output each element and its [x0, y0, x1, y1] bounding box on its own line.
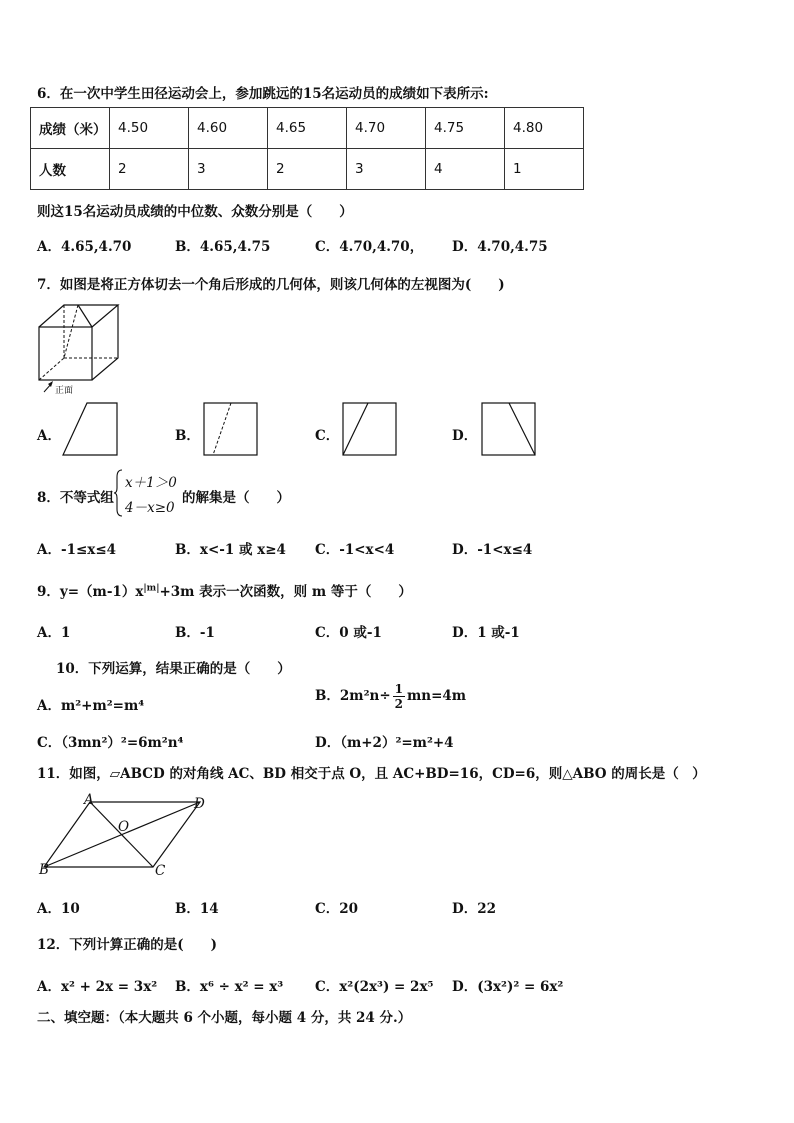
q12-stem: 12．下列计算正确的是( ) [37, 937, 218, 953]
q6-option-d[interactable]: D．4.70,4.75 [452, 239, 548, 255]
q10-option-d[interactable]: D．（m+2）²=m²+4 [315, 735, 454, 751]
q10-option-c[interactable]: C．（3mn²）²=6m²n⁴ [37, 735, 184, 751]
q7-option-b[interactable]: B． [175, 428, 200, 444]
table-header-score: 成绩（米） [31, 108, 110, 149]
table-cell: 4.70 [347, 108, 426, 149]
parallelogram-figure [38, 790, 218, 880]
q7-option-c[interactable]: C． [315, 428, 340, 444]
point-label-d: D [194, 796, 205, 812]
brace-icon [113, 469, 123, 517]
table-cell: 3 [347, 149, 426, 190]
point-label-a: A [84, 792, 94, 808]
table-cell: 4 [426, 149, 505, 190]
q9-option-c[interactable]: C．0 或-1 [315, 625, 382, 641]
table-cell: 4.50 [110, 108, 189, 149]
q8-inequality-1: x＋1＞0 [125, 475, 177, 491]
fraction [393, 682, 405, 711]
q11-option-c[interactable]: C．20 [315, 901, 359, 917]
q11-stem: 11．如图，▱ABCD 的对角线 AC、BD 相交于点 O，且 AC+BD=16，CD=6，则△ABO 的周长是（ ） [37, 766, 706, 782]
table-cell: 4.80 [505, 108, 584, 149]
q7-option-b-figure [203, 402, 259, 456]
q11-option-b[interactable]: B．14 [175, 901, 219, 917]
q6-option-b[interactable]: B．4.65,4.75 [175, 239, 271, 255]
table-cell: 2 [110, 149, 189, 190]
q7-option-a[interactable]: A． [37, 428, 61, 444]
point-label-c: C [155, 863, 166, 879]
q6-stem: 6．在一次中学生田径运动会上，参加跳远的15名运动员的成绩如下表所示: [37, 86, 489, 102]
q11-option-a[interactable]: A．10 [37, 901, 80, 917]
q9-stem-a: 9．y=（m-1）x [37, 584, 144, 600]
q8-option-d[interactable]: D．-1<x≤4 [452, 542, 533, 558]
q8-option-c[interactable]: C．-1<x<4 [315, 542, 395, 558]
table-cell: 2 [268, 149, 347, 190]
q8-option-a[interactable]: A．-1≤x≤4 [37, 542, 117, 558]
point-label-b: B [39, 862, 49, 878]
q9-option-a[interactable]: A．1 [37, 625, 71, 641]
q7-option-d[interactable]: D． [452, 428, 478, 444]
table-cell: 4.60 [189, 108, 268, 149]
cut-cube-figure [34, 300, 134, 398]
q12-option-b[interactable]: B．x⁶ ÷ x² = x³ [175, 979, 284, 995]
q8-inequality-2: 4－x≥0 [125, 500, 175, 516]
fraction-numerator: 1 [394, 682, 403, 696]
q7-option-c-figure [342, 402, 398, 456]
table-header-count: 人数 [31, 149, 110, 190]
q7-option-a-figure [62, 402, 118, 456]
score-table [30, 107, 584, 190]
fraction-denominator: 2 [394, 697, 403, 711]
q8-stem-suffix: 的解集是（ ） [182, 490, 290, 506]
q10-option-b-pre: B．2m²n÷ [315, 688, 391, 704]
q11-option-d[interactable]: D．22 [452, 901, 496, 917]
q7-stem: 7．如图是将正方体切去一个角后形成的几何体，则该几何体的左视图为( ) [37, 277, 505, 293]
q6-question: 则这15名运动员成绩的中位数、众数分别是（ ） [37, 204, 353, 220]
q9-option-d[interactable]: D．1 或-1 [452, 625, 520, 641]
table-cell: 4.65 [268, 108, 347, 149]
q6-option-a[interactable]: A．4.65,4.70 [37, 239, 132, 255]
q8-stem-prefix: 8．不等式组 [37, 490, 114, 506]
q12-option-a[interactable]: A．x² + 2x = 3x² [37, 979, 158, 995]
q12-option-d[interactable]: D．(3x²)² = 6x² [452, 979, 564, 995]
q7-option-d-figure [481, 402, 537, 456]
q10-option-b[interactable] [315, 682, 466, 711]
q12-option-c[interactable]: C．x²(2x³) = 2x⁵ [315, 979, 434, 995]
q9-exponent: |m| [143, 583, 160, 594]
q9-stem-b: +3m 表示一次函数，则 m 等于（ ） [159, 584, 412, 600]
q10-option-a[interactable]: A．m²+m²=m⁴ [37, 698, 145, 714]
table-row [31, 108, 584, 149]
table-cell: 3 [189, 149, 268, 190]
section-title: 二、填空题：（本大题共 6 个小题，每小题 4 分，共 24 分.） [37, 1010, 412, 1026]
q10-stem: 10．下列运算，结果正确的是（ ） [56, 661, 291, 677]
point-label-o: O [118, 819, 130, 835]
q8-option-b[interactable]: B．x<-1 或 x≥4 [175, 542, 286, 558]
q9-option-b[interactable]: B．-1 [175, 625, 215, 641]
q6-option-c[interactable]: C．4.70,4.70， [315, 239, 424, 255]
q9-stem [37, 580, 412, 600]
table-cell: 4.75 [426, 108, 505, 149]
table-cell: 1 [505, 149, 584, 190]
front-label: 正面 [55, 386, 74, 396]
q10-option-b-post: mn=4m [407, 688, 467, 704]
table-row [31, 149, 584, 190]
